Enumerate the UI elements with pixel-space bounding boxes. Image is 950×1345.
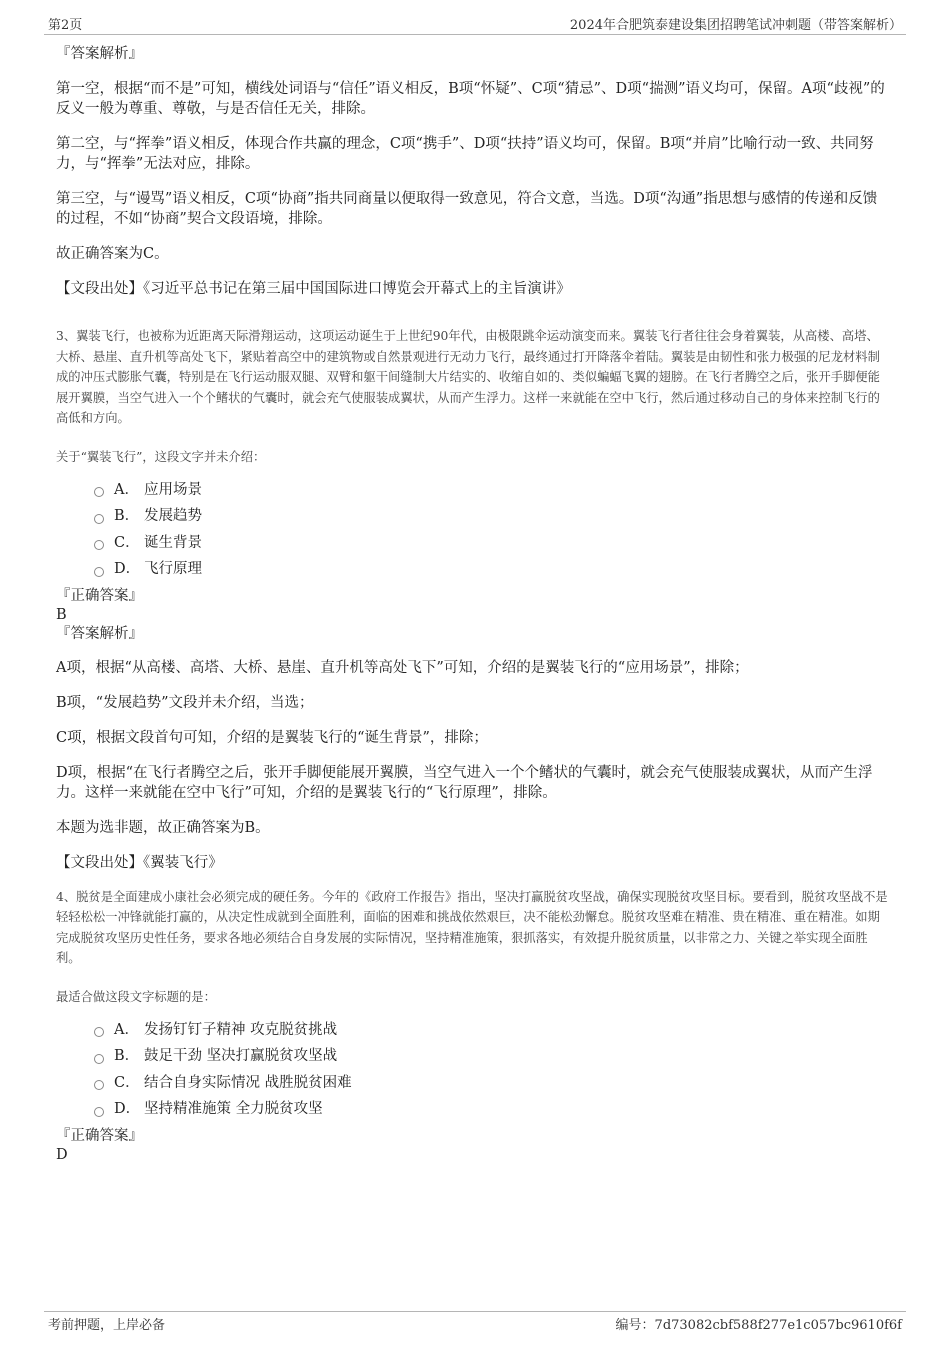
option-text: 应用场景 bbox=[144, 481, 202, 498]
source-citation: 【文段出处】《翼装飞行》 bbox=[56, 854, 223, 871]
analysis-paragraph: A项，根据“从高楼、高塔、大桥、悬崖、直升机等高处飞下”可知，介绍的是翼装飞行的“应用场景”，排除； bbox=[56, 659, 749, 676]
option-letter: A． bbox=[114, 481, 139, 498]
option-letter: A． bbox=[114, 1021, 139, 1038]
radio-icon[interactable] bbox=[94, 1027, 104, 1037]
question-stem: 3、翼装飞行，也被称为近距离天际滑翔运动，这项运动诞生于上世纪90年代，由极限跳伞运动演变而来。翼装飞行者往往会身着翼装，从高楼、高塔、大桥、悬崖、直升机等高处飞下，紧贴着高空中的建筑物或自然景观进行无动力飞行，最终通过打开降落伞着陆。翼装是由韧性和张力极强的尼龙材料制成的冲压式膨胀气囊，特别是在飞行运动服双腿、双臂和躯干间缝制大片结实的、收缩自如的、类似蝙蝠飞翼的翅膀。在飞行者腾空之后，张开手脚便能展开翼膜，当空气进入一个个鳍状的气囊时，就会充气使服装成翼状，从而产生浮力。这样一来就能在空中飞行，然后通过移动自己的身体来控制飞行的高低和方向。 bbox=[56, 329, 880, 425]
document-code: 编号：7d73082cbf588f277e1c057bc9610f6f bbox=[615, 1318, 902, 1333]
analysis-paragraph: B项，“发展趋势”文段并未介绍，当选； bbox=[56, 694, 314, 711]
radio-icon[interactable] bbox=[94, 514, 104, 524]
option-c[interactable] bbox=[94, 1070, 888, 1097]
option-a[interactable] bbox=[94, 1017, 888, 1044]
radio-icon[interactable] bbox=[94, 1054, 104, 1064]
analysis-label: 『答案解析』 bbox=[56, 625, 143, 642]
question-prompt: 关于“翼装飞行”，这段文字并未介绍： bbox=[56, 449, 266, 464]
option-text: 坚持精准施策 全力脱贫攻坚 bbox=[144, 1101, 323, 1118]
document-body bbox=[56, 44, 888, 1165]
correct-answer: D bbox=[56, 1146, 68, 1163]
source-citation: 【文段出处】《习近平总书记在第三届中国国际进口博览会开幕式上的主旨演讲》 bbox=[56, 281, 571, 297]
option-text: 鼓足干劲 坚决打赢脱贫攻坚战 bbox=[144, 1048, 338, 1065]
option-text: 诞生背景 bbox=[144, 534, 202, 551]
radio-icon[interactable] bbox=[94, 1080, 104, 1090]
option-letter: D． bbox=[114, 1101, 141, 1118]
option-letter: C． bbox=[114, 1074, 140, 1091]
option-text: 飞行原理 bbox=[144, 561, 202, 578]
analysis-paragraph: C项，根据文段首句可知，介绍的是翼装飞行的“诞生背景”，排除； bbox=[56, 729, 488, 746]
option-text: 结合自身实际情况 战胜脱贫困难 bbox=[144, 1074, 352, 1091]
radio-icon[interactable] bbox=[94, 567, 104, 577]
analysis-paragraph: 第一空，根据“而不是”可知，横线处词语与“信任”语义相反，B项“怀疑”、C项“猜忌”、D项“揣测”语义均可，保留。A项“歧视”的反义一般为尊重、尊敬，与是否信任无关，排除。 bbox=[56, 81, 885, 117]
analysis-paragraph: D项，根据“在飞行者腾空之后，张开手脚便能展开翼膜，当空气进入一个个鳍状的气囊时，就会充气使服装成翼状，从而产生浮力。这样一来就能在空中飞行”可知，介绍的是翼装飞行的“飞行原理”，排除。 bbox=[56, 764, 873, 801]
question-3 bbox=[56, 326, 888, 873]
page-footer bbox=[44, 1311, 906, 1334]
option-letter: B． bbox=[114, 1048, 140, 1065]
radio-icon[interactable] bbox=[94, 1107, 104, 1117]
analysis-label: 『答案解析』 bbox=[56, 46, 143, 62]
correct-answer: B bbox=[56, 606, 67, 623]
option-a[interactable] bbox=[94, 477, 888, 504]
answer-label: 『正确答案』 bbox=[56, 587, 143, 604]
option-text: 发扬钉钉子精神 攻克脱贫挑战 bbox=[144, 1021, 338, 1038]
option-b[interactable] bbox=[94, 1043, 888, 1070]
question-stem: 4、脱贫是全面建成小康社会必须完成的硬任务。今年的《政府工作报告》指出，坚决打赢脱贫攻坚战，确保实现脱贫攻坚目标。要看到，脱贫攻坚战不是轻轻松松一冲锋就能打赢的，从决定性成就到全面胜利，面临的困难和挑战依然艰巨，决不能松劲懈怠。脱贫攻坚难在精准、贵在精准、重在精准。如期完成脱贫攻坚历史性任务，要求各地必须结合自身发展的实际情况，坚持精准施策，狠抓落实，有效提升脱贫质量，以非常之力、关键之举实现全面胜利。 bbox=[56, 889, 888, 965]
document-title: 2024年合肥筑泰建设集团招聘笔试冲刺题（带答案解析） bbox=[569, 18, 902, 33]
option-letter: D． bbox=[114, 561, 141, 578]
option-d[interactable] bbox=[94, 1096, 888, 1123]
question-4 bbox=[56, 887, 888, 1165]
analysis-paragraph: 故正确答案为C。 bbox=[56, 246, 169, 262]
option-text: 发展趋势 bbox=[144, 508, 202, 525]
analysis-paragraph: 本题为选非题，故正确答案为B。 bbox=[56, 819, 270, 836]
q2-analysis bbox=[56, 44, 888, 299]
question-prompt: 最适合做这段文字标题的是： bbox=[56, 989, 216, 1004]
option-letter: B． bbox=[114, 508, 140, 525]
answer-label: 『正确答案』 bbox=[56, 1127, 143, 1144]
option-letter: C． bbox=[114, 534, 140, 551]
analysis-paragraph: 第三空，与“谩骂”语义相反，C项“协商”指共同商量以便取得一致意见，符合文意，当选。D项“沟通”指思想与感情的传递和反馈的过程，不如“协商”契合文段语境，排除。 bbox=[56, 191, 878, 227]
option-c[interactable] bbox=[94, 530, 888, 557]
option-list bbox=[56, 1017, 888, 1123]
option-b[interactable] bbox=[94, 503, 888, 530]
option-d[interactable] bbox=[94, 556, 888, 583]
radio-icon[interactable] bbox=[94, 487, 104, 497]
analysis-paragraph: 第二空，与“挥拳”语义相反，体现合作共赢的理念，C项“携手”、D项“扶持”语义均可，保留。B项“并肩”比喻行动一致、共同努力，与“挥拳”无法对应，排除。 bbox=[56, 136, 874, 172]
option-list bbox=[56, 477, 888, 583]
footer-slogan: 考前押题，上岸必备 bbox=[48, 1318, 166, 1333]
page-header bbox=[44, 14, 906, 35]
radio-icon[interactable] bbox=[94, 540, 104, 550]
page-number: 第2页 bbox=[48, 18, 83, 33]
